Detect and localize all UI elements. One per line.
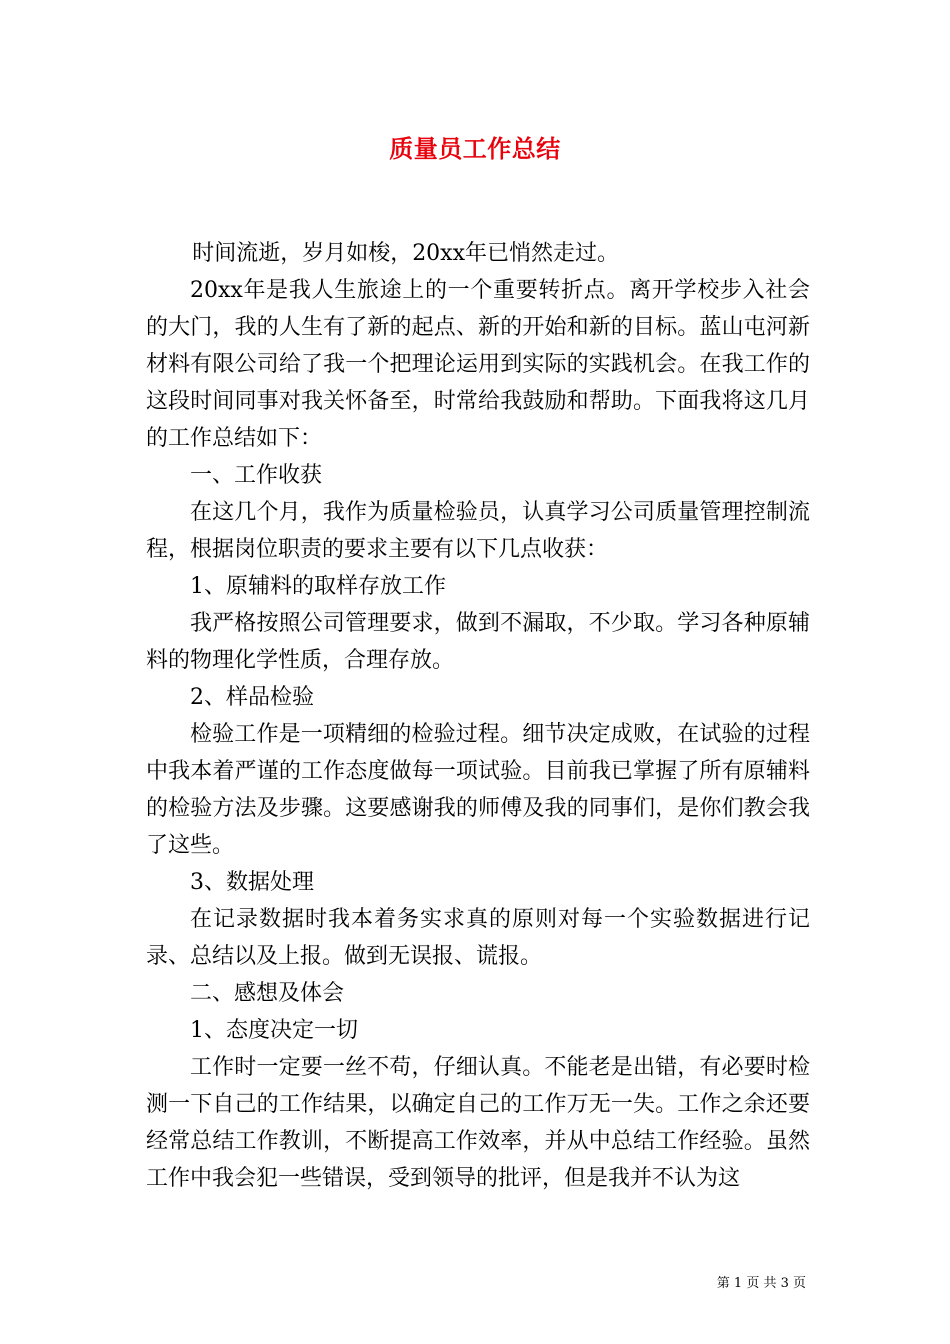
paragraph-intro: 时间流逝，岁月如梭，20xx年已悄然走过。 (192, 241, 619, 266)
subheading-sampling: 1、原辅料的取样存放工作 (190, 574, 446, 599)
section-heading-reflections: 二、感想及体会 (190, 981, 345, 1006)
paragraph-inspection: 检验工作是一项精细的检验过程。细节决定成败，在试验的过程中我本着严谨的工作态度做每一项试验。目前我已掌握了所有原辅料的检验方法及步骤。这要感谢我的师傅及我的同事们，是你们教会我了这些。 (146, 722, 810, 858)
paragraph-data: 在记录数据时我本着务实求真的原则对每一个实验数据进行记录、总结以及上报。做到无误报、谎报。 (146, 907, 810, 969)
paragraph-sampling: 我严格按照公司管理要求，做到不漏取，不少取。学习各种原辅料的物理化学性质，合理存放。 (146, 611, 810, 673)
paragraph-overview: 20xx年是我人生旅途上的一个重要转折点。离开学校步入社会的大门，我的人生有了新的起点、新的开始和新的目标。蓝山屯河新材料有限公司给了我一个把理论运用到实际的实践机会。在我工作的这段时间同事对我关怀备至，时常给我鼓励和帮助。下面我将这几月的工作总结如下： (146, 278, 810, 451)
subheading-inspection: 2、样品检验 (190, 685, 314, 710)
subheading-data: 3、数据处理 (190, 870, 314, 895)
page-number: 第 1 页 共 3 页 (716, 1276, 806, 1291)
section-heading-gains: 一、工作收获 (190, 463, 323, 488)
subheading-attitude: 1、态度决定一切 (190, 1018, 358, 1043)
paragraph-attitude: 工作时一定要一丝不苟，仔细认真。不能老是出错，有必要时检测一下自己的工作结果，以确定自己的工作万无一失。工作之余还要经常总结工作教训，不断提高工作效率，并从中总结工作经验。虽然工作中我会犯一些错误，受到领导的批评，但是我并不认为这 (146, 1055, 810, 1191)
document-body (146, 235, 810, 1197)
document-title: 质量员工作总结 (389, 134, 561, 163)
paragraph-gains: 在这几个月，我作为质量检验员，认真学习公司质量管理控制流程，根据岗位职责的要求主要有以下几点收获： (146, 500, 810, 562)
